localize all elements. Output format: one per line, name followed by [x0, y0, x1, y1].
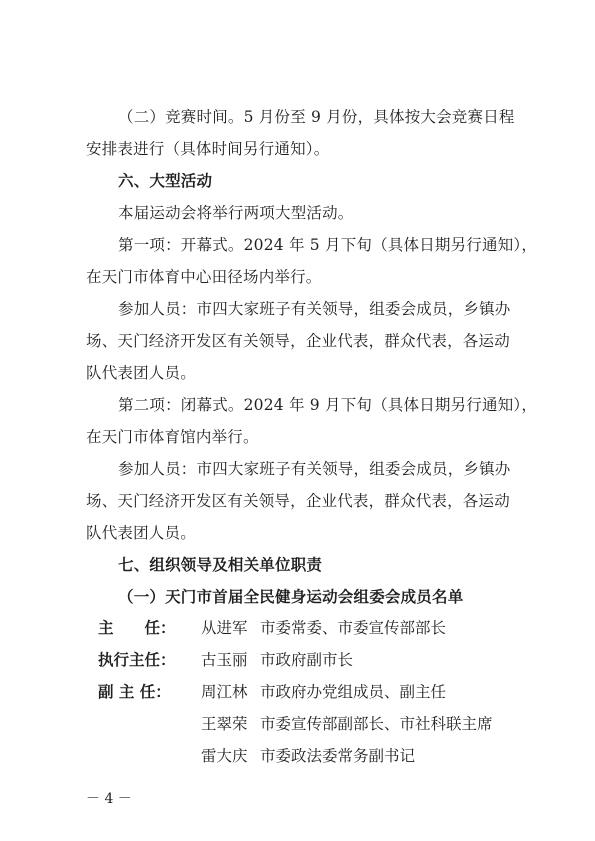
page-number: － 4 －: [86, 791, 132, 807]
paragraph-closing-line1: 第二项：闭幕式。2024 年 9 月下旬（具体日期另行通知），: [118, 396, 538, 414]
paragraph-opening-line1: 第一项：开幕式。2024 年 5 月下旬（具体日期另行通知），: [118, 236, 538, 254]
paragraph-intro-events: 本届运动会将举行两项大型活动。: [118, 204, 354, 222]
paragraph-opening-participants-line2: 场、天门经济开发区有关领导，企业代表，群众代表，各运动: [86, 332, 510, 350]
paragraph-opening-participants-line3: 队代表团人员。: [86, 364, 196, 382]
roster-name: 古玉丽: [201, 651, 248, 669]
roster-role: 执行主任：: [98, 651, 176, 669]
roster-role: 主 任：: [98, 619, 176, 637]
paragraph-closing-participants-line3: 队代表团人员。: [86, 524, 196, 542]
roster-role: 副 主 任：: [98, 683, 171, 701]
paragraph-competition-time-line2: 安排表进行（具体时间另行通知）。: [86, 140, 330, 158]
roster-post: 市政府副市长: [260, 651, 354, 669]
roster-name: 从进军: [201, 619, 248, 637]
roster-name: 王翠荣: [201, 715, 248, 733]
paragraph-competition-time-line1: （二）竞赛时间。5 月份至 9 月份，具体按大会竞赛日程: [118, 108, 515, 126]
roster-name: 周江林: [201, 683, 248, 701]
paragraph-closing-participants-line2: 场、天门经济开发区有关领导，企业代表，群众代表，各运动: [86, 492, 510, 510]
paragraph-closing-participants-line1: 参加人员：市四大家班子有关领导，组委会成员，乡镇办: [118, 460, 511, 478]
paragraph-opening-participants-line1: 参加人员：市四大家班子有关领导，组委会成员，乡镇办: [118, 300, 511, 318]
roster-post: 市委宣传部副部长、市社科联主席: [260, 715, 493, 733]
section-heading-7: 七、组织领导及相关单位职责: [118, 556, 323, 574]
subheading-committee-list: （一）天门市首届全民健身运动会组委会成员名单: [118, 587, 464, 606]
roster-post: 市委常委、市委宣传部部长: [260, 619, 447, 637]
paragraph-closing-line2: 在天门市体育馆内举行。: [86, 428, 259, 446]
roster-post: 市委政法委常务副书记: [260, 747, 416, 765]
paragraph-opening-line2: 在天门市体育中心田径场内举行。: [86, 268, 322, 286]
section-heading-6: 六、大型活动: [118, 172, 213, 190]
roster-post: 市政府办党组成员、副主任: [260, 683, 447, 701]
roster-name: 雷大庆: [201, 747, 248, 765]
